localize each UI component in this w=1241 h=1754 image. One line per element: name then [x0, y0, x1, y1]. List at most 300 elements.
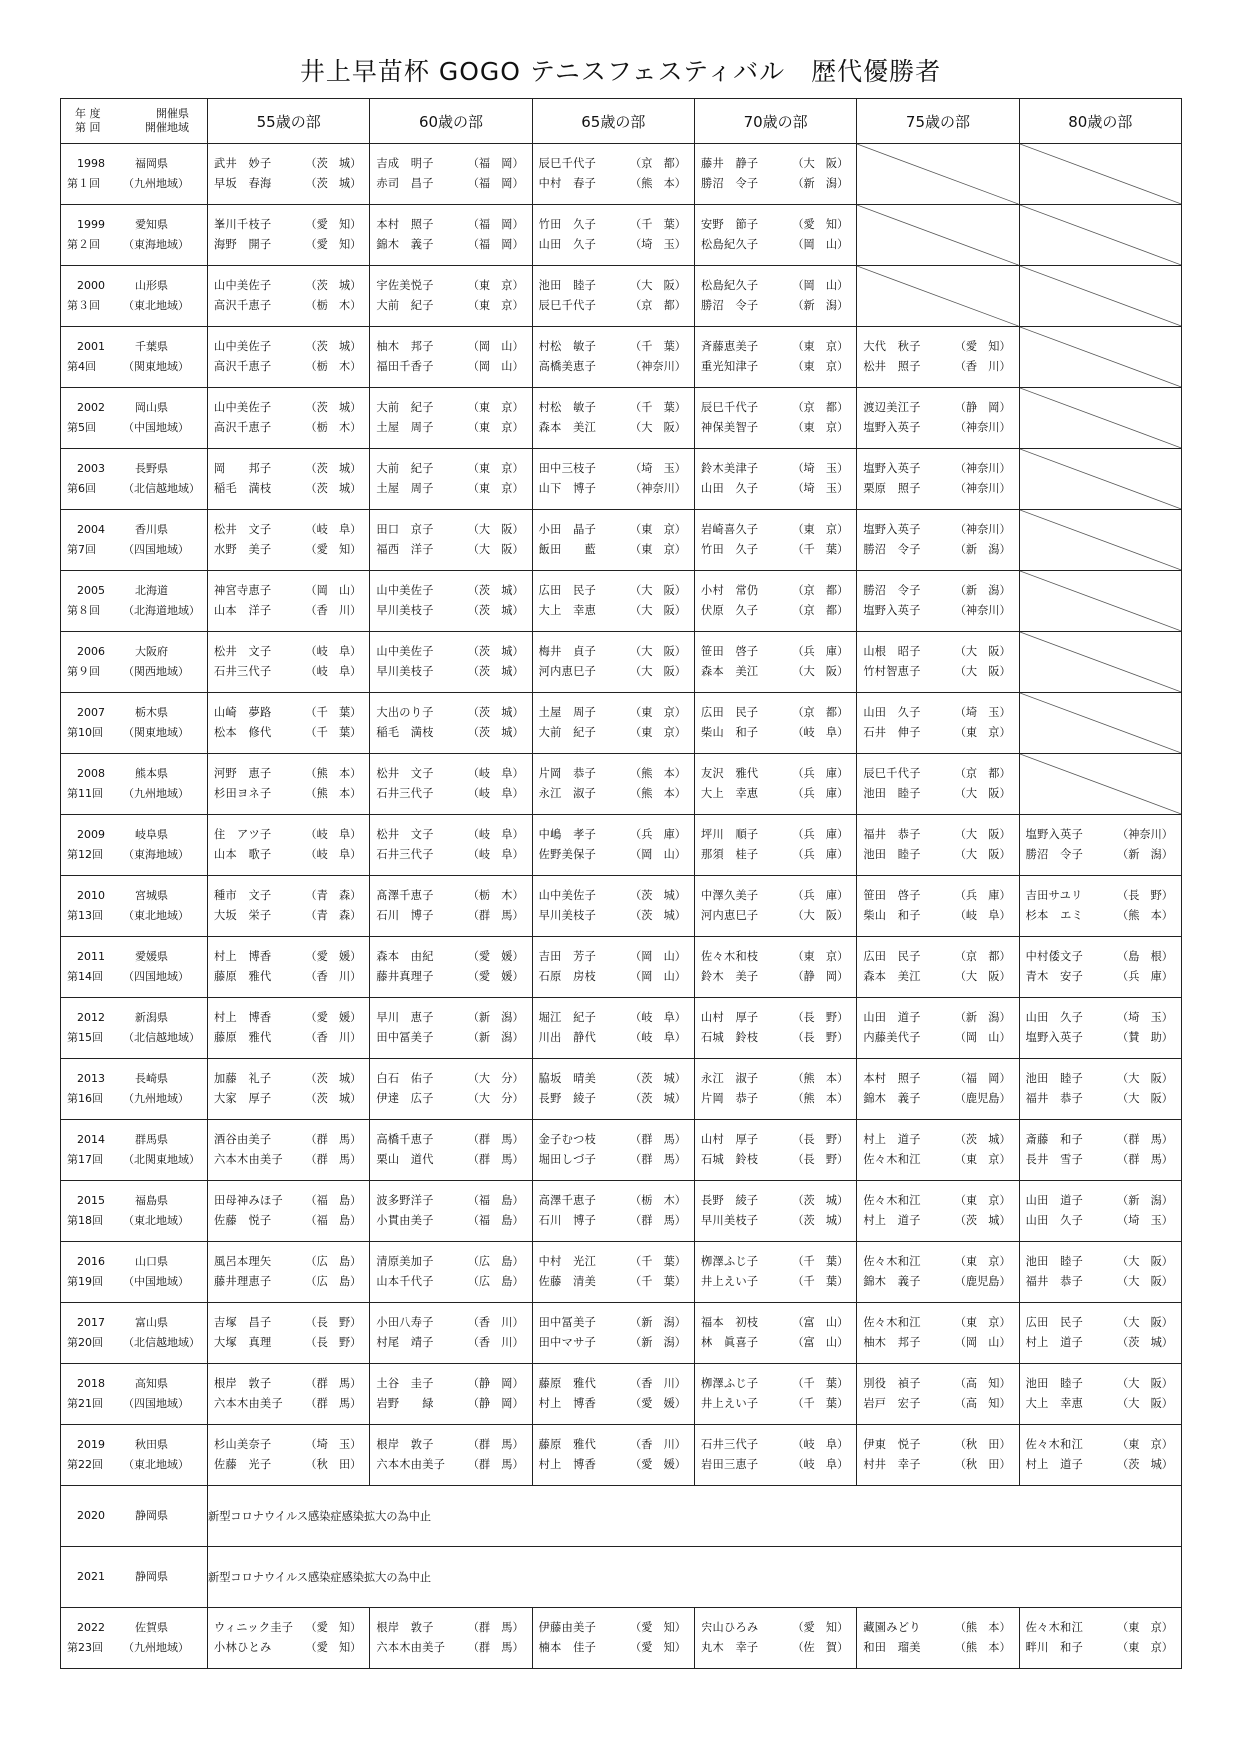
host-region: （四国地域） [123, 543, 189, 556]
winner-entry [1020, 1008, 1181, 1028]
player-prefecture: （茨 城） [467, 726, 524, 739]
year: 2021 [77, 1570, 105, 1583]
host-label: 開催県 [156, 107, 189, 120]
player-prefecture: （福 岡） [467, 177, 524, 190]
player-prefecture: （京 都） [954, 950, 1011, 963]
year: 2019 [77, 1438, 105, 1451]
player-prefecture: （群 馬） [305, 1133, 362, 1146]
winner-entry [370, 581, 531, 601]
player-name: 勝沼 令子 [700, 299, 759, 312]
winner-cell [370, 1120, 532, 1181]
winner-cell [532, 1425, 694, 1486]
host-prefecture: 静岡県 [135, 1509, 168, 1522]
edition-number: 第23回 [67, 1641, 103, 1654]
winner-cell [208, 937, 370, 998]
player-prefecture: （大 阪） [1117, 1316, 1173, 1329]
host-region: （中国地域） [123, 421, 189, 434]
player-name: 土屋 周子 [376, 421, 434, 434]
player-prefecture: （東 京） [792, 360, 849, 373]
player-name: 山本 歌子 [214, 848, 272, 861]
player-prefecture: （千 葉） [630, 340, 686, 353]
host-prefecture: 秋田県 [135, 1438, 168, 1451]
player-name: 村尾 靖子 [376, 1336, 434, 1349]
host-prefecture: 長崎県 [135, 1072, 168, 1085]
winner-cell [857, 571, 1019, 632]
winner-entry [208, 296, 369, 316]
winner-cell [208, 1364, 370, 1425]
player-prefecture: （兵 庫） [792, 828, 849, 841]
winner-cell [857, 1120, 1019, 1181]
winner-entry [695, 357, 856, 377]
winner-cell [532, 144, 694, 205]
edition-number: 第11回 [67, 787, 103, 800]
winner-entry [857, 967, 1018, 987]
winner-cell [532, 266, 694, 327]
winner-entry [857, 1211, 1018, 1231]
winner-entry [208, 1618, 369, 1638]
player-name: 藤原 雅代 [538, 1438, 597, 1451]
winner-entry [857, 947, 1018, 967]
winner-entry [1020, 1455, 1181, 1475]
player-name: 石井 伸子 [863, 726, 921, 739]
diagonal-slash [1020, 510, 1181, 570]
player-prefecture: （大 阪） [954, 787, 1011, 800]
winner-entry [533, 581, 694, 601]
winner-entry [857, 1333, 1018, 1353]
winner-entry [695, 1028, 856, 1048]
winner-entry [370, 276, 531, 296]
year: 2016 [77, 1255, 105, 1268]
player-name: 村上 博香 [538, 1458, 597, 1471]
player-name: 山本 洋子 [214, 604, 272, 617]
player-prefecture: （千 葉） [792, 1377, 849, 1390]
player-name: 小貫由美子 [376, 1214, 434, 1227]
player-prefecture: （兵 庫） [792, 787, 849, 800]
player-prefecture: （東 京） [467, 401, 524, 414]
player-name: 柴山 和子 [700, 726, 759, 739]
player-prefecture: （大 阪） [467, 543, 524, 556]
winner-entry [208, 418, 369, 438]
winner-cell [208, 449, 370, 510]
player-name: 山田 久子 [863, 706, 921, 719]
player-prefecture: （福 島） [467, 1214, 524, 1227]
year-cell [61, 693, 208, 754]
player-prefecture: （新 潟） [467, 1011, 524, 1024]
player-prefecture: （愛 媛） [467, 950, 524, 963]
winner-entry [208, 601, 369, 621]
winner-entry [370, 174, 531, 194]
player-name: 佐野美保子 [538, 848, 597, 861]
empty-cell [1019, 144, 1181, 205]
player-prefecture: （兵 庫） [792, 889, 849, 902]
winner-entry [1020, 1150, 1181, 1170]
winner-entry [370, 479, 531, 499]
winner-entry [695, 276, 856, 296]
winner-entry [208, 1313, 369, 1333]
winner-entry [533, 784, 694, 804]
winner-cell [370, 1181, 532, 1242]
player-name: 堀田しづ子 [538, 1153, 597, 1166]
player-name: 和田 瑠美 [863, 1641, 921, 1654]
winner-entry [857, 1435, 1018, 1455]
winner-entry [533, 337, 694, 357]
diagonal-slash [857, 144, 1018, 204]
player-name: 脇坂 晴美 [538, 1072, 597, 1085]
player-prefecture: （佐 賀） [792, 1641, 849, 1654]
player-prefecture: （岡 山） [954, 1031, 1011, 1044]
year: 2007 [77, 706, 105, 719]
winner-entry [695, 479, 856, 499]
player-prefecture: （富 山） [792, 1316, 849, 1329]
year-cell [61, 937, 208, 998]
player-prefecture: （栃 木） [630, 1194, 686, 1207]
player-name: 畔川 和子 [1025, 1641, 1084, 1654]
player-prefecture: （新 潟） [1117, 1194, 1173, 1207]
player-name: 河内恵巳子 [700, 909, 759, 922]
winner-cell [694, 693, 856, 754]
player-prefecture: （愛 知） [305, 1621, 362, 1634]
winner-entry [533, 967, 694, 987]
winner-cell [532, 876, 694, 937]
winner-entry [533, 886, 694, 906]
winner-entry [533, 540, 694, 560]
winner-cell [694, 327, 856, 388]
player-prefecture: （愛 知） [630, 1621, 686, 1634]
winner-cell [532, 754, 694, 815]
year: 2020 [77, 1509, 105, 1522]
host-prefecture: 高知県 [135, 1377, 168, 1390]
year: 2003 [77, 462, 105, 475]
winner-entry [533, 1252, 694, 1272]
winner-entry [370, 906, 531, 926]
winner-cell [694, 1059, 856, 1120]
player-name: 村松 敏子 [538, 401, 597, 414]
player-name: 広田 民子 [700, 706, 759, 719]
player-prefecture: （岐 阜） [305, 523, 362, 536]
player-prefecture: （京 都） [954, 767, 1011, 780]
winner-cell [857, 1608, 1019, 1669]
player-prefecture: （新 潟） [630, 1316, 686, 1329]
player-prefecture: （愛 知） [305, 543, 362, 556]
winner-cell [694, 632, 856, 693]
year-cell [61, 1425, 208, 1486]
player-prefecture: （香 川） [467, 1316, 524, 1329]
winner-cell [208, 144, 370, 205]
winner-cell [857, 876, 1019, 937]
player-name: 小田八寿子 [376, 1316, 434, 1329]
winner-cell [208, 1120, 370, 1181]
player-name: 大坂 栄子 [214, 909, 272, 922]
winner-entry [1020, 967, 1181, 987]
player-name: 岩野 緑 [376, 1397, 434, 1410]
player-name: 石井三代子 [214, 665, 272, 678]
winner-entry [695, 296, 856, 316]
winner-cell [208, 1303, 370, 1364]
winner-entry [533, 1272, 694, 1292]
player-name: 山中美佐子 [214, 401, 272, 414]
player-name: 井上えい子 [700, 1275, 759, 1288]
winner-cell [532, 1303, 694, 1364]
player-prefecture: （岡 山） [305, 584, 362, 597]
winner-cell [208, 1059, 370, 1120]
winner-entry [370, 1313, 531, 1333]
diagonal-slash [857, 266, 1018, 326]
year-cell [61, 1059, 208, 1120]
host-region: （北関東地域） [123, 1153, 200, 1166]
host-region: （北信越地域） [123, 482, 200, 495]
winner-entry [857, 1272, 1018, 1292]
player-prefecture: （群 馬） [467, 1438, 524, 1451]
player-name: 酒谷由美子 [214, 1133, 272, 1146]
player-name: 石川 博子 [376, 909, 434, 922]
player-name: 斎藤 和子 [1025, 1133, 1084, 1146]
region-label: 開催地域 [145, 121, 189, 134]
host-region: （九州地域） [123, 1641, 189, 1654]
player-prefecture: （群 馬） [467, 1153, 524, 1166]
winner-entry [533, 154, 694, 174]
winner-cell [370, 144, 532, 205]
winner-entry [695, 662, 856, 682]
winner-entry [208, 764, 369, 784]
winner-entry [857, 581, 1018, 601]
player-prefecture: （新 潟） [954, 1011, 1011, 1024]
player-prefecture: （愛 知） [792, 218, 849, 231]
winner-entry [857, 845, 1018, 865]
winner-entry [370, 662, 531, 682]
player-prefecture: （京 都） [630, 299, 686, 312]
winner-entry [208, 215, 369, 235]
player-prefecture: （群 馬） [467, 1458, 524, 1471]
year-cell [61, 1242, 208, 1303]
winner-cell [532, 327, 694, 388]
table-row [61, 449, 1182, 510]
player-prefecture: （群 馬） [1117, 1153, 1173, 1166]
player-name: 田中三枝子 [538, 462, 597, 475]
player-name: 高橋千恵子 [376, 1133, 434, 1146]
player-prefecture: （茨 城） [305, 279, 362, 292]
winner-entry [1020, 1130, 1181, 1150]
player-name: 松島紀久子 [700, 279, 759, 292]
player-prefecture: （茨 城） [467, 584, 524, 597]
winner-entry [208, 1211, 369, 1231]
winner-entry [208, 1028, 369, 1048]
player-name: 山村 厚子 [700, 1011, 759, 1024]
diagonal-slash [1020, 571, 1181, 631]
player-name: 別役 禎子 [863, 1377, 921, 1390]
diagonal-slash [857, 205, 1018, 265]
player-name: 佐々木和江 [863, 1316, 921, 1329]
player-name: 長井 雪子 [1025, 1153, 1084, 1166]
winner-cell [1019, 1181, 1181, 1242]
winner-cell [1019, 815, 1181, 876]
winner-entry [208, 1455, 369, 1475]
player-name: 佐々木和枝 [700, 950, 759, 963]
winner-entry [695, 418, 856, 438]
player-name: 白石 佑子 [376, 1072, 434, 1085]
player-prefecture: （香 川） [630, 1377, 686, 1390]
empty-cell [1019, 449, 1181, 510]
player-name: 杉田ヨネ子 [214, 787, 272, 800]
player-prefecture: （群 馬） [1117, 1133, 1173, 1146]
year-cell [61, 571, 208, 632]
empty-cell [857, 266, 1019, 327]
winner-entry [208, 1252, 369, 1272]
player-prefecture: （京 都） [792, 401, 849, 414]
winner-entry [695, 1618, 856, 1638]
player-name: 片岡 恭子 [538, 767, 597, 780]
player-name: 堀江 紀子 [538, 1011, 597, 1024]
player-prefecture: （大 阪） [1117, 1092, 1173, 1105]
year: 2011 [77, 950, 105, 963]
winner-cell [1019, 998, 1181, 1059]
winner-cell [208, 1242, 370, 1303]
player-prefecture: （千 葉） [792, 1397, 849, 1410]
winner-entry [857, 784, 1018, 804]
winner-entry [208, 1008, 369, 1028]
player-name: 大出のり子 [376, 706, 434, 719]
player-prefecture: （長 野） [792, 1031, 849, 1044]
player-name: 森本 由紀 [376, 950, 434, 963]
winner-cell [370, 571, 532, 632]
winner-entry [1020, 906, 1181, 926]
host-prefecture: 栃木県 [135, 706, 168, 719]
year-cell [61, 815, 208, 876]
player-name: 神宮寺恵子 [214, 584, 272, 597]
player-name: 山中美佐子 [376, 645, 434, 658]
player-prefecture: （神奈川） [954, 482, 1011, 495]
winner-entry [695, 845, 856, 865]
player-name: 坪川 順子 [700, 828, 759, 841]
winner-cell [532, 998, 694, 1059]
winner-entry [208, 906, 369, 926]
diagonal-slash [1020, 754, 1181, 814]
year-cell [61, 266, 208, 327]
host-prefecture: 愛媛県 [135, 950, 168, 963]
player-name: 本村 照子 [863, 1072, 921, 1085]
winner-cell [532, 937, 694, 998]
player-prefecture: （埼 玉） [792, 462, 849, 475]
winner-entry [695, 642, 856, 662]
empty-cell [1019, 388, 1181, 449]
winner-cell [208, 571, 370, 632]
player-prefecture: （大 阪） [792, 157, 849, 170]
winner-cell [857, 510, 1019, 571]
winner-cell [370, 449, 532, 510]
player-name: 池田 睦子 [1025, 1377, 1084, 1390]
winner-cell [694, 205, 856, 266]
year: 2006 [77, 645, 105, 658]
host-region: （北信越地域） [123, 1336, 200, 1349]
winner-cell [694, 571, 856, 632]
edition-number: 第９回 [67, 665, 100, 678]
player-prefecture: （兵 庫） [1117, 970, 1173, 983]
player-prefecture: （神奈川） [954, 421, 1011, 434]
winner-cell [857, 1303, 1019, 1364]
player-name: 松井 文子 [376, 767, 434, 780]
winner-entry [370, 764, 531, 784]
player-prefecture: （島 根） [1117, 950, 1173, 963]
winner-entry [208, 235, 369, 255]
winner-entry [208, 276, 369, 296]
player-prefecture: （岡 山） [630, 950, 686, 963]
diagonal-slash [1020, 388, 1181, 448]
player-prefecture: （東 京） [467, 299, 524, 312]
winner-entry [857, 1028, 1018, 1048]
year-cell [61, 144, 208, 205]
winner-cell [370, 632, 532, 693]
year: 2010 [77, 889, 105, 902]
player-name: 中村 春子 [538, 177, 597, 190]
winner-entry [695, 723, 856, 743]
player-name: 髙澤千恵子 [376, 889, 434, 902]
player-prefecture: （岐 阜） [630, 1031, 686, 1044]
winner-cell [694, 1608, 856, 1669]
player-name: 勝沼 令子 [700, 177, 759, 190]
player-name: 岩戸 宏子 [863, 1397, 921, 1410]
player-prefecture: （新 潟） [1117, 848, 1173, 861]
host-prefecture: 宮城県 [135, 889, 168, 902]
host-region: （関西地域） [123, 665, 189, 678]
player-name: 早川美枝子 [376, 665, 434, 678]
player-prefecture: （東 京） [792, 421, 849, 434]
winner-cell [857, 1364, 1019, 1425]
winner-entry [533, 1089, 694, 1109]
category-header-80: 80歳の部 [1019, 99, 1181, 144]
edition-number: 第13回 [67, 909, 103, 922]
player-name: 佐藤 悦子 [214, 1214, 272, 1227]
player-prefecture: （愛 媛） [305, 950, 362, 963]
winner-entry [695, 1008, 856, 1028]
category-header-65: 65歳の部 [532, 99, 694, 144]
winner-entry [533, 825, 694, 845]
winner-cell [532, 815, 694, 876]
player-name: 土屋 周子 [538, 706, 597, 719]
winner-cell [370, 1303, 532, 1364]
table-row [61, 1303, 1182, 1364]
winner-entry [857, 1089, 1018, 1109]
empty-cell [857, 144, 1019, 205]
player-name: 宇佐美悦子 [376, 279, 434, 292]
player-name: 小田 晶子 [538, 523, 597, 536]
winner-entry [857, 1191, 1018, 1211]
player-prefecture: （大 阪） [954, 970, 1011, 983]
edition-number: 第5回 [67, 421, 96, 434]
host-prefecture: 岐阜県 [135, 828, 168, 841]
player-prefecture: （岐 阜） [467, 828, 524, 841]
player-prefecture: （群 馬） [630, 1153, 686, 1166]
player-prefecture: （栃 木） [305, 299, 362, 312]
category-header-60: 60歳の部 [370, 99, 532, 144]
player-name: 佐々木和江 [863, 1153, 921, 1166]
player-prefecture: （大 阪） [467, 523, 524, 536]
winner-cell [1019, 937, 1181, 998]
diagonal-slash [1020, 449, 1181, 509]
winner-entry [533, 1028, 694, 1048]
winner-cell [1019, 1608, 1181, 1669]
winner-cell [532, 205, 694, 266]
player-name: 永江 淑子 [700, 1072, 759, 1085]
player-name: 藤原 雅代 [214, 1031, 272, 1044]
player-name: 石井三代子 [376, 787, 434, 800]
player-name: 塩野入英子 [863, 462, 921, 475]
player-prefecture: （大 阪） [792, 909, 849, 922]
edition-number: 第15回 [67, 1031, 103, 1044]
winner-cell [370, 327, 532, 388]
winner-cell [532, 510, 694, 571]
player-prefecture: （茨 城） [305, 340, 362, 353]
player-prefecture: （千 葉） [630, 1255, 686, 1268]
winner-entry [695, 906, 856, 926]
